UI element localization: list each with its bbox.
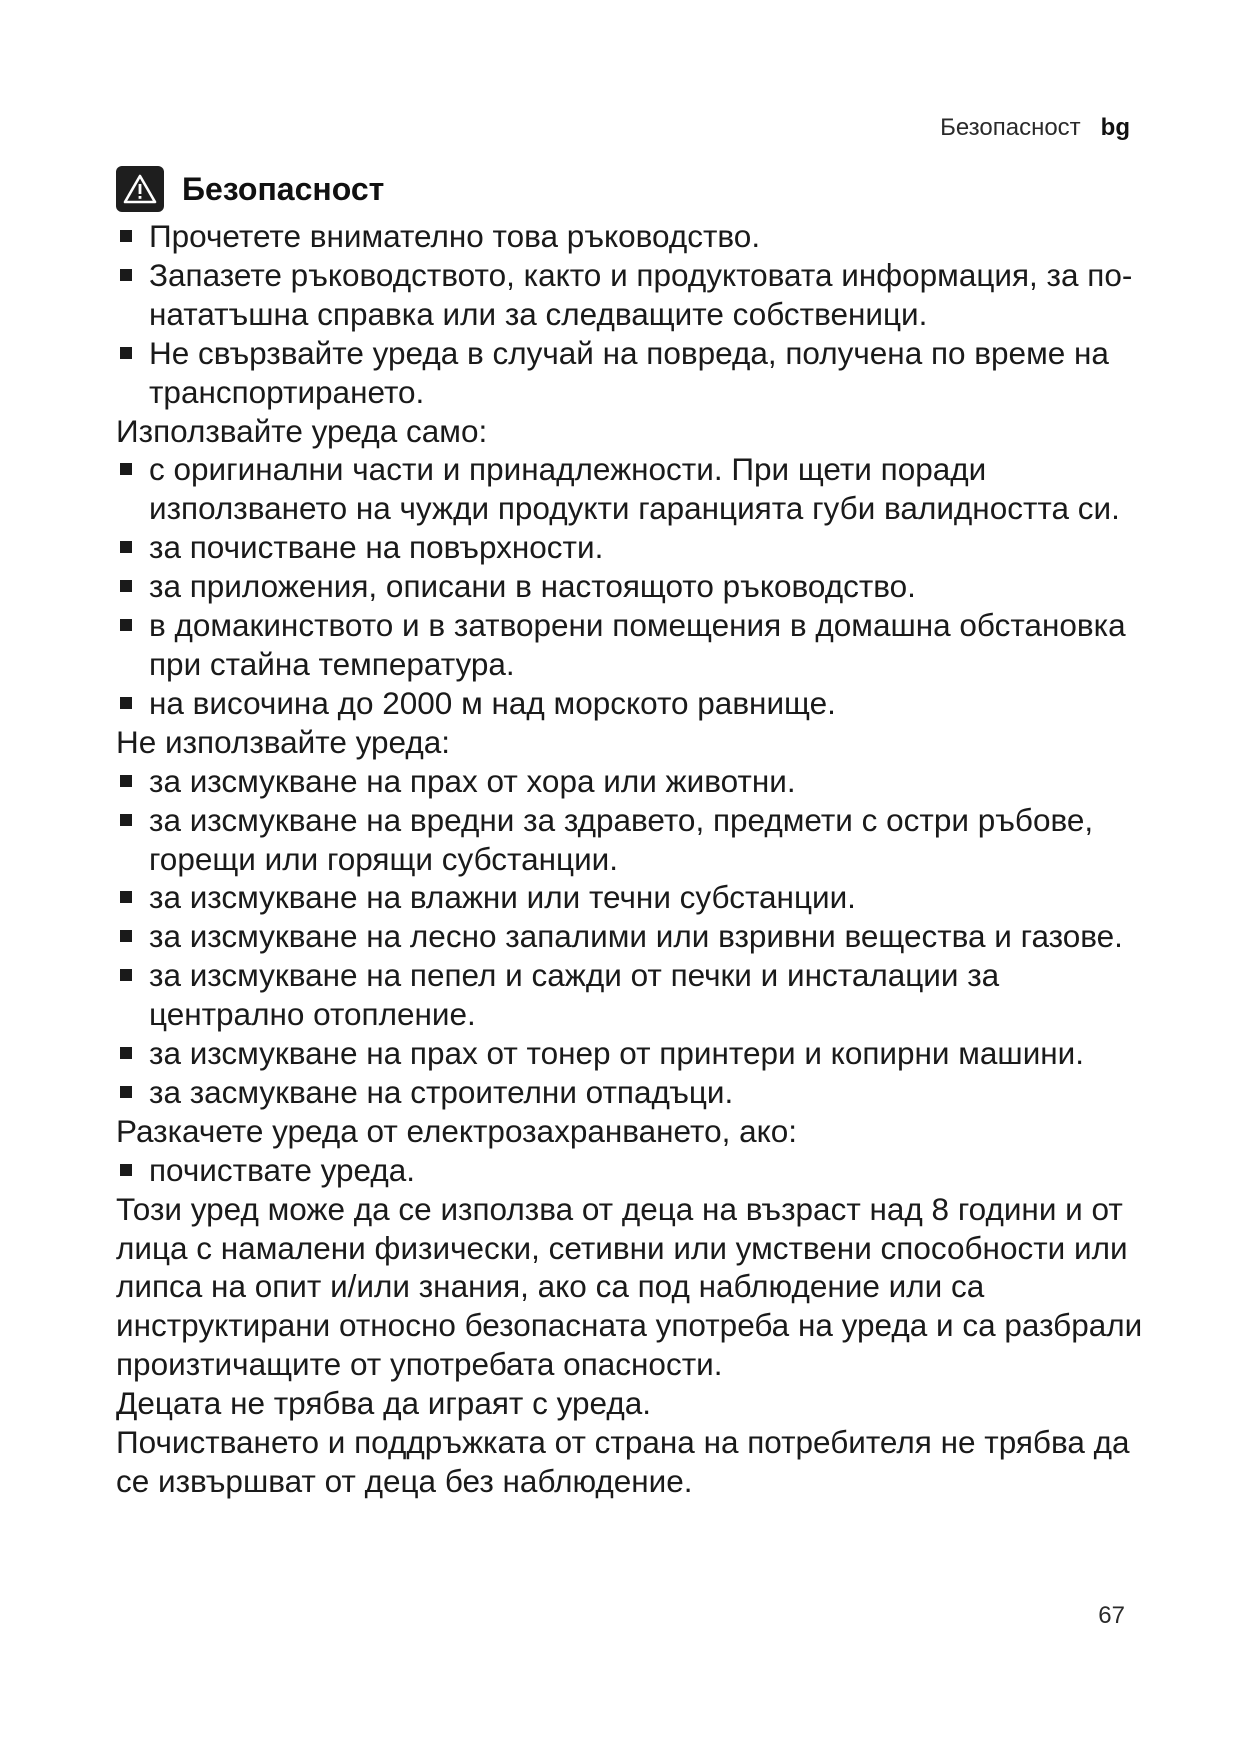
bullet-square-icon: [120, 697, 132, 709]
bullet-square-icon: [120, 1086, 132, 1098]
page-number: 67: [1098, 1602, 1125, 1629]
list-item: почиствате уреда.: [116, 1151, 1156, 1190]
list-item: Не свързвайте уреда в случай на повреда, получена по време на транспортирането.: [116, 334, 1156, 412]
children-usage-paragraph: Този уред може да се използва от деца на възраст над 8 години и от лица с намалени физически, сетивни или умствени способности или липса на опит и/или знания, ако са под наблюдение или са инструктирани относно безопасната употреба на уреда и са разбрали произтичащите от употребата опасности.: [116, 1190, 1143, 1383]
list-item: за засмукване на строителни отпадъци.: [116, 1073, 1156, 1112]
list-item: за изсмукване на прах от тонер от принтери и копирни машини.: [116, 1034, 1156, 1073]
bullet-square-icon: [120, 230, 132, 242]
warning-triangle-icon: [116, 166, 164, 212]
do-not-use-list: [116, 762, 1156, 1112]
list-item: за изсмукване на влажни или течни субстанции.: [116, 878, 1156, 917]
use-only-list: [116, 450, 1156, 722]
section-title: Безопасност: [182, 170, 385, 207]
bullet-square-icon: [120, 269, 132, 281]
running-header: [940, 114, 1130, 142]
bullet-square-icon: [120, 1047, 132, 1059]
bullet-square-icon: [120, 969, 132, 981]
disconnect-lead: Разкачете уреда от електрозахранването, ако:: [116, 1112, 798, 1149]
bullet-square-icon: [120, 347, 132, 359]
header-section-title: Безопасност: [940, 114, 1081, 141]
list-item: за изсмукване на пепел и сажди от печки и инсталации за централно отопление.: [116, 956, 1156, 1034]
list-item: за изсмукване на прах от хора или животни.: [116, 762, 1156, 801]
disconnect-list: [116, 1151, 1156, 1190]
use-only-lead: Използвайте уреда само:: [116, 412, 488, 449]
section-heading: [116, 165, 1156, 213]
bullet-square-icon: [120, 619, 132, 631]
bullet-square-icon: [120, 930, 132, 942]
children-play-paragraph: Децата не трябва да играят с уреда.: [116, 1385, 651, 1422]
cleaning-maintenance-paragraph: Почистването и поддръжката от страна на потребителя не трябва да се извършват от деца без наблюдение.: [116, 1424, 1130, 1499]
bullet-square-icon: [120, 463, 132, 475]
list-item: в домакинството и в затворени помещения в домашна обстановка при стайна температура.: [116, 606, 1156, 684]
list-item: Запазете ръководството, както и продуктовата информация, за по-нататъшна справка или за следващите собственици.: [116, 256, 1156, 334]
bullet-square-icon: [120, 541, 132, 553]
list-item: на височина до 2000 м над морското равнище.: [116, 684, 1156, 723]
bullet-square-icon: [120, 775, 132, 787]
list-item: Прочетете внимателно това ръководство.: [116, 217, 1156, 256]
list-item: с оригинални части и принадлежности. При щети поради използването на чужди продукти гаранцията губи валидността си.: [116, 450, 1156, 528]
safety-section: [116, 165, 1156, 1501]
list-item: за приложения, описани в настоящото ръководство.: [116, 567, 1156, 606]
intro-list: [116, 217, 1156, 412]
bullet-square-icon: [120, 891, 132, 903]
bullet-square-icon: [120, 580, 132, 592]
list-item: за изсмукване на лесно запалими или взривни вещества и газове.: [116, 917, 1156, 956]
header-language-code: bg: [1100, 114, 1130, 141]
list-item: за почистване на повърхности.: [116, 528, 1156, 567]
do-not-use-lead: Не използвайте уреда:: [116, 723, 450, 760]
list-item: за изсмукване на вредни за здравето, предмети с остри ръбове, горещи или горящи субстанции.: [116, 801, 1156, 879]
bullet-square-icon: [120, 1164, 132, 1176]
bullet-square-icon: [120, 814, 132, 826]
